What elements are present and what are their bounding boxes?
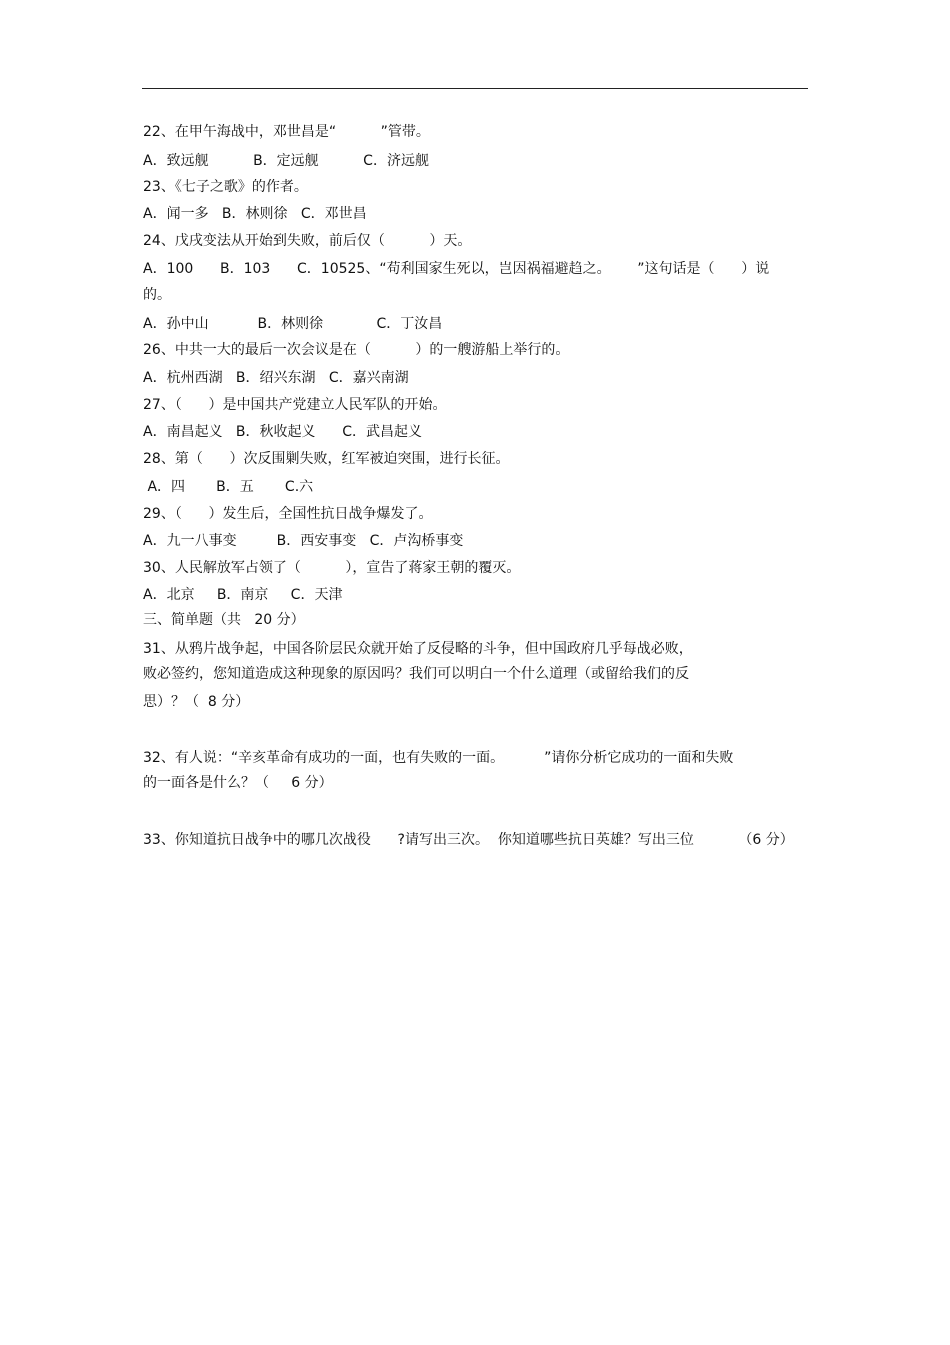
question-31-line-2: 败必签约，您知道造成这种现象的原因吗？我们可以明白一个什么道理（或留给我们的反 [143,666,689,682]
options-26: A．杭州西湖 B．绍兴东湖 C．嘉兴南湖 [143,370,409,386]
question-29: 29、（ ）发生后，全国性抗日战争爆发了。 [143,506,433,522]
question-23: 23、《七子之歌》的作者。 [143,179,308,195]
options-28: A．四 B．五 C.六 [143,479,314,495]
question-28: 28、第（ ）次反围剿失败，红军被迫突围，进行长征。 [143,451,510,467]
header-rule [142,88,808,89]
options-30: A．北京 B．南京 C．天津 [143,587,343,603]
options-25: A．孙中山 B．林则徐 C．丁汝昌 [143,316,443,332]
section-3-heading: 三、简单题（共 20 分） [143,612,305,628]
question-26: 26、中共一大的最后一次会议是在（ ）的一艘游船上举行的。 [143,342,570,358]
question-31-line-3: 思）？（ 8 分） [143,694,250,710]
question-25-continued: 的。 [143,287,171,303]
question-24: 24、戊戌变法从开始到失败，前后仅（ ）天。 [143,233,472,249]
question-27: 27、（ ）是中国共产党建立人民军队的开始。 [143,397,447,413]
question-32-line-2: 的一面各是什么？（ 6 分） [143,775,333,791]
options-23: A．闻一多 B．林则徐 C．邓世昌 [143,206,367,222]
options-27: A．南昌起义 B．秋收起义 C．武昌起义 [143,424,423,440]
question-33: 33、你知道抗日战争中的哪几次战役 ?请写出三次。 你知道哪些抗日英雄？写出三位 （6 分） [143,832,794,848]
options-22: A．致远舰 B．定远舰 C．济远舰 [143,153,429,169]
options-29: A．九一八事变 B．西安事变 C．卢沟桥事变 [143,533,464,549]
question-32-line-1: 32、有人说：“辛亥革命有成功的一面，也有失败的一面。 ”请你分析它成功的一面和失败 [143,750,734,766]
question-31-line-1: 31、从鸦片战争起，中国各阶层民众就开始了反侵略的斗争，但中国政府几乎每战必败， [143,641,693,657]
question-30: 30、人民解放军占领了（ ），宣告了蒋家王朝的覆灭。 [143,560,521,576]
options-24-question-25: A．100 B．103 C．10525、“苟利国家生死以，岂因祸福避趋之。 ”这句话是（ ）说 [143,261,770,277]
question-22: 22、在甲午海战中，邓世昌是“ ”管带。 [143,124,430,140]
